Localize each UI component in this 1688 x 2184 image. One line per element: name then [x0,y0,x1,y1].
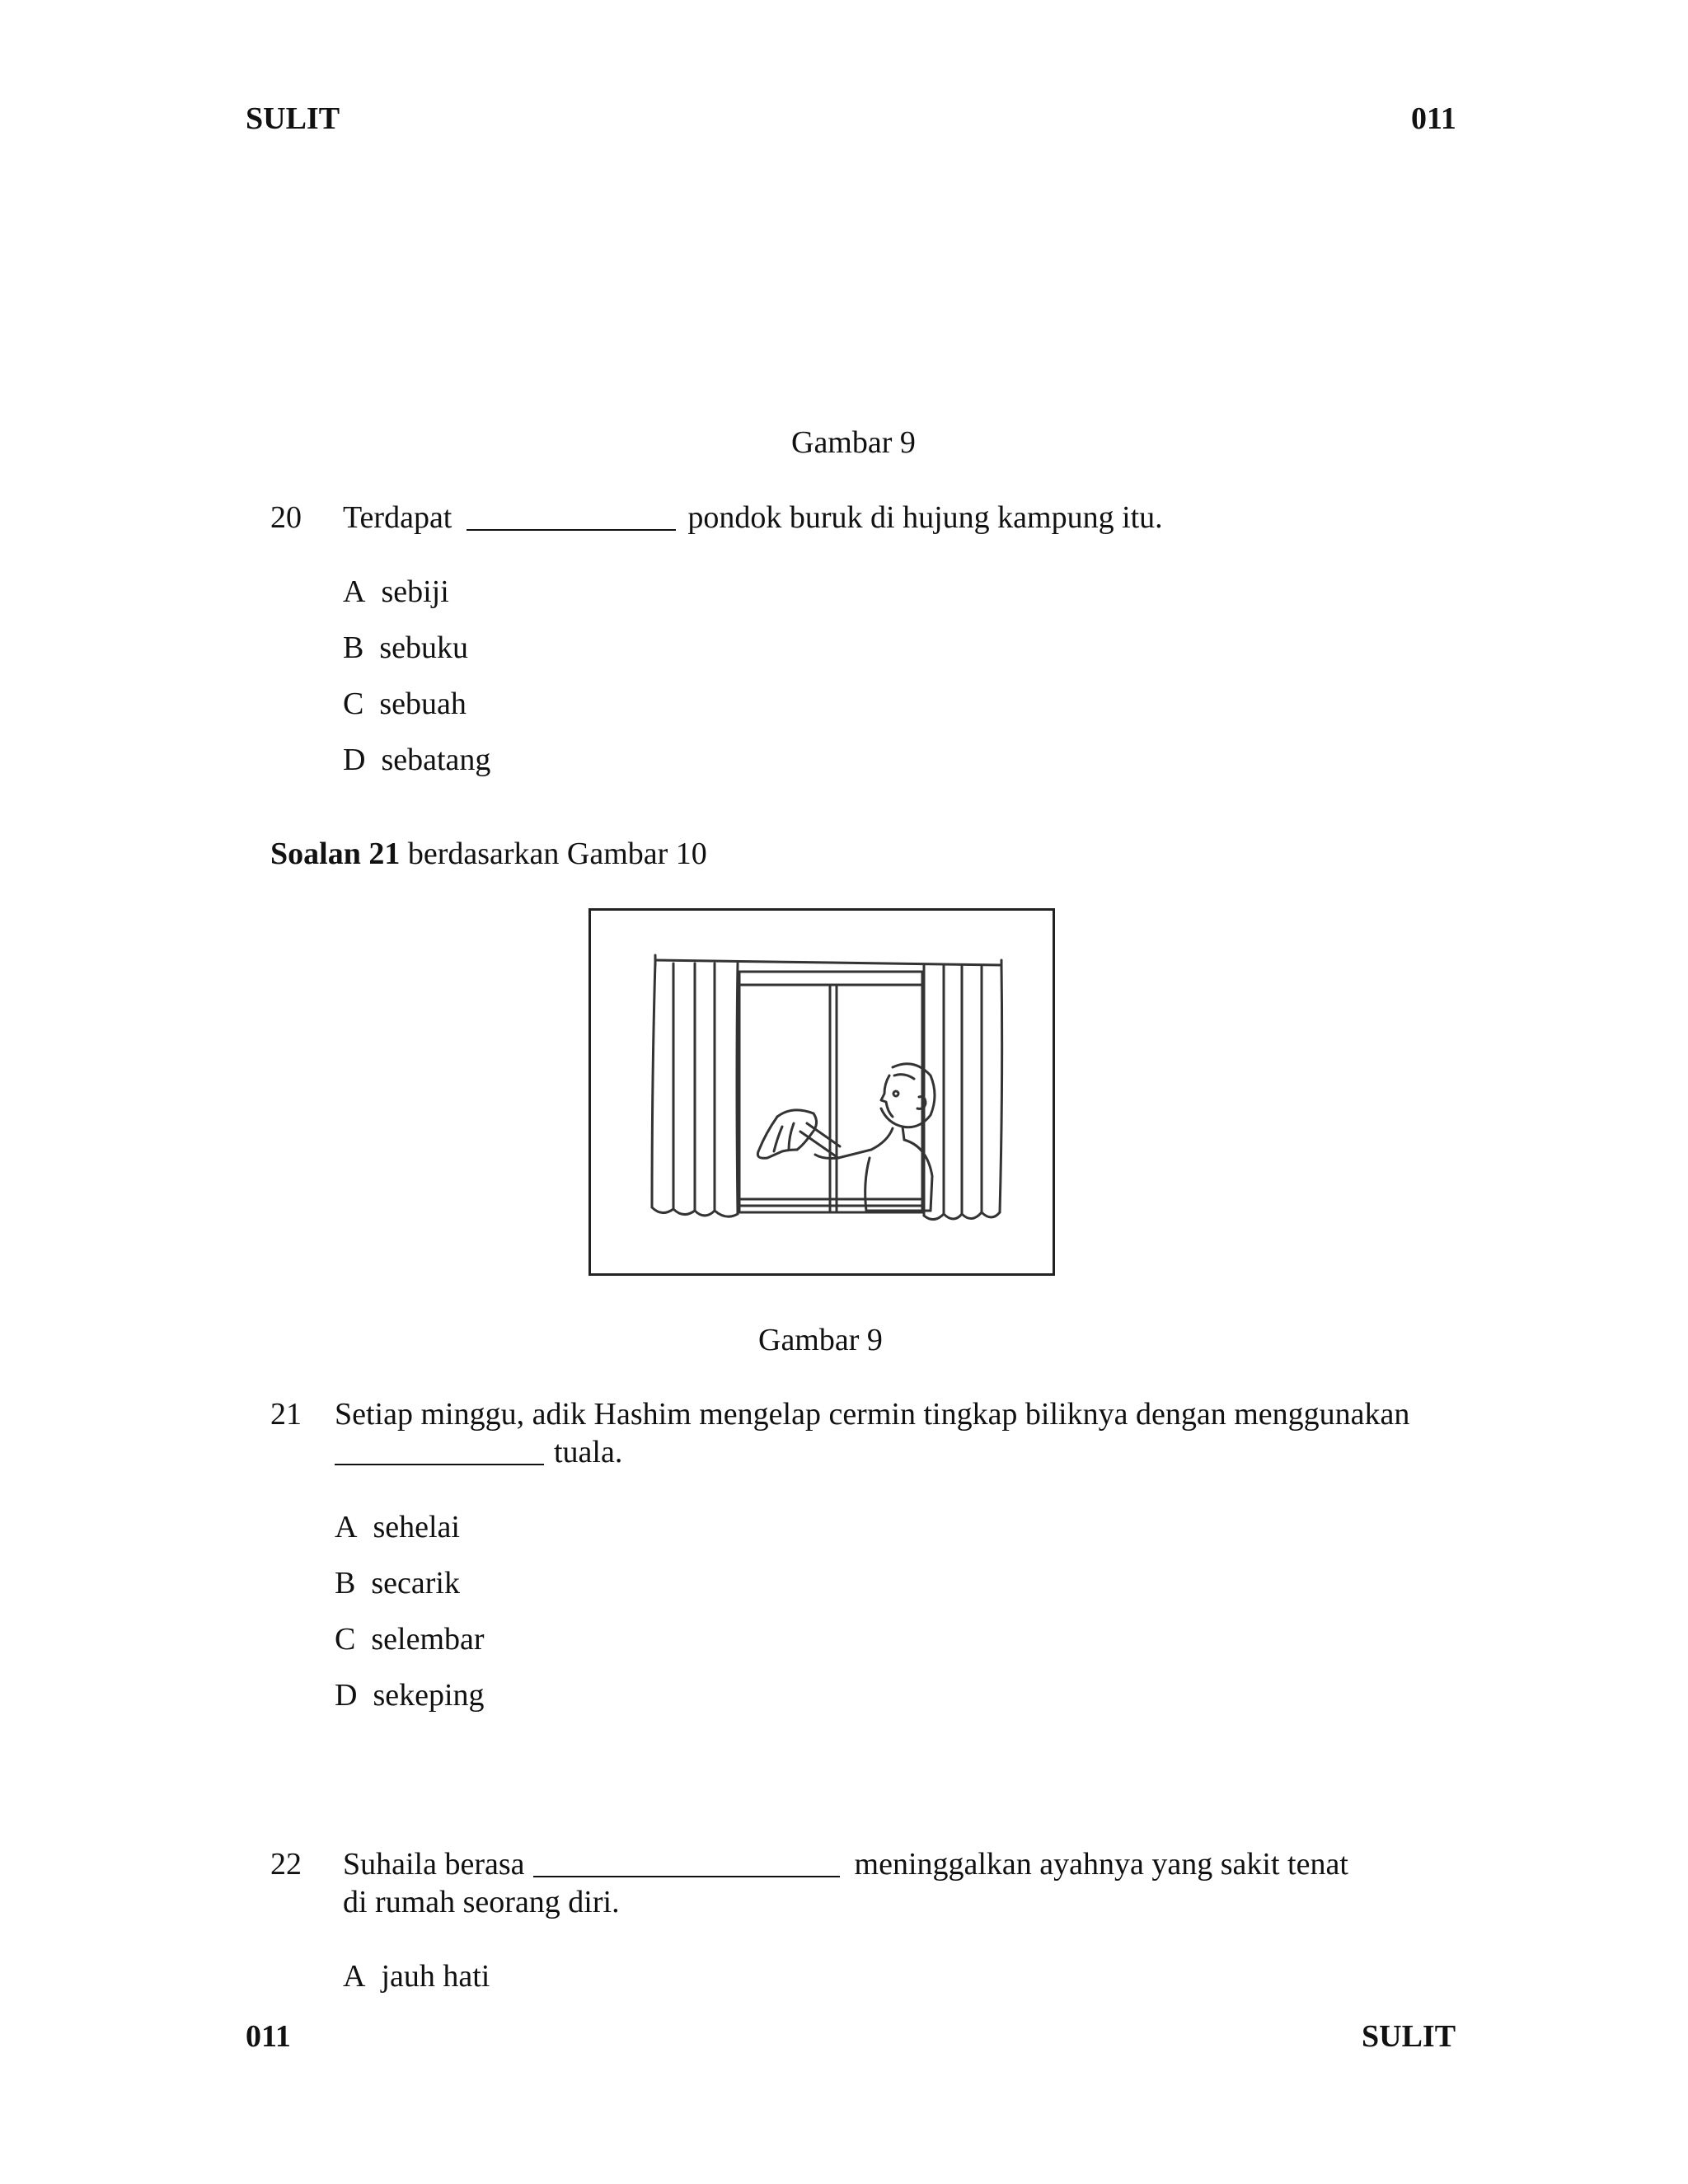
q20-option-a [343,573,449,611]
option-text: jauh hati [381,1959,490,1994]
option-text: sehelai [373,1510,460,1544]
q22-number: 22 [270,1847,302,1882]
q20-stem [343,499,1163,537]
q22-answer-blank [533,1874,840,1877]
q22-option-a [343,1957,490,1995]
q20-option-b [343,629,468,667]
option-letter: B [343,630,364,665]
option-text: sebuah [379,687,467,721]
q21-option-d [335,1676,485,1714]
section-21-bold: Soalan 21 [270,837,401,871]
q20-number: 20 [270,500,302,535]
q22-stem-before: Suhaila berasa [343,1847,525,1882]
q21-stem-line1: Setiap minggu, adik Hashim mengelap cermin tingkap biliknya dengan menggunakan [335,1397,1410,1432]
header-left: SULIT [246,101,340,136]
section-21-heading [270,835,707,873]
figure-boy-cleaning-window [588,908,1055,1276]
option-letter: C [343,687,364,721]
q20-answer-blank [467,527,676,531]
q20-option-d [343,741,490,779]
q21-stem-line2 [335,1433,622,1471]
q20-stem-after: pondok buruk di hujung kampung itu. [687,500,1163,535]
option-letter: A [343,1959,366,1994]
footer-left: 011 [246,2019,291,2054]
option-text: sekeping [373,1678,485,1713]
option-text: secarik [371,1566,460,1601]
q21-stem-after: tuala. [554,1435,623,1469]
q21-answer-blank [335,1462,544,1465]
q22-stem-line2: di rumah seorang diri. [343,1885,620,1919]
q21-option-a [335,1508,460,1546]
option-text: sebatang [381,743,491,777]
q21-option-c [335,1620,485,1658]
window-illustration [591,911,1053,1273]
figure-caption-top: Gambar 9 [791,425,916,460]
section-21-rest: berdasarkan Gambar 10 [407,837,707,871]
option-letter: D [335,1678,358,1713]
option-text: selembar [371,1622,485,1657]
footer-right: SULIT [1362,2019,1456,2054]
q22-stem-line1 [343,1845,1348,1883]
q20-stem-before: Terdapat [343,500,452,535]
option-text: sebiji [381,574,449,609]
header-right: 011 [1411,101,1456,136]
q20-option-c [343,685,467,723]
option-letter: D [343,743,366,777]
option-letter: A [343,574,366,609]
option-letter: A [335,1510,358,1544]
q21-option-b [335,1564,460,1602]
option-text: sebuku [379,630,469,665]
figure-caption-mid: Gambar 9 [758,1323,883,1357]
q22-stem-after: meninggalkan ayahnya yang sakit tenat [854,1847,1348,1882]
option-letter: B [335,1566,356,1601]
option-letter: C [335,1622,356,1657]
q21-number: 21 [270,1397,302,1432]
